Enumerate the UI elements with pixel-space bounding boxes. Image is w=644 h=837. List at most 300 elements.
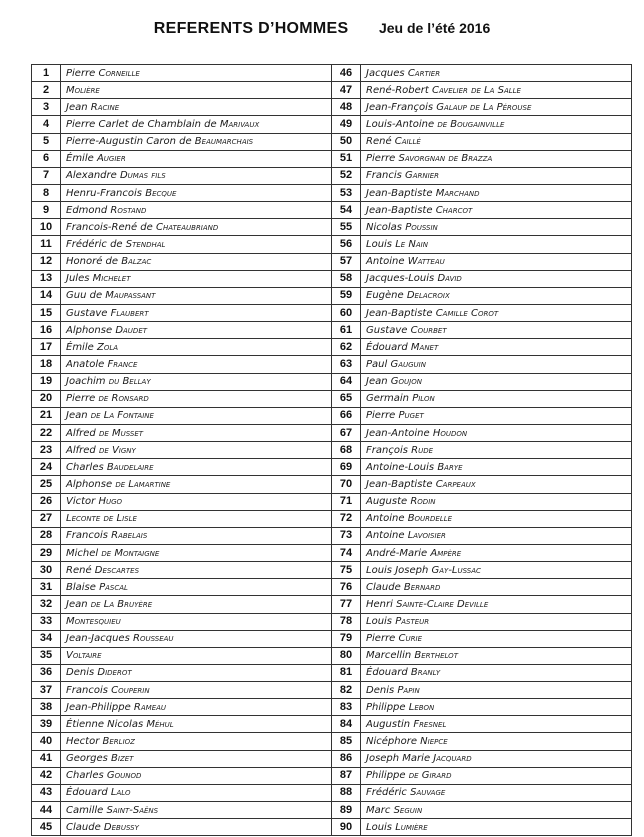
entry-number: 63 xyxy=(332,356,361,373)
first-name: Francois xyxy=(66,684,108,696)
last-name: David xyxy=(437,273,462,285)
first-name: Alfred xyxy=(66,444,96,456)
entry-number: 38 xyxy=(32,699,61,716)
entry-number: 56 xyxy=(332,236,361,253)
entry-number: 8 xyxy=(32,184,61,201)
entry-number: 34 xyxy=(32,630,61,647)
last-name: Manet xyxy=(410,341,439,353)
table-row xyxy=(32,407,632,424)
first-name: Claude xyxy=(366,581,401,593)
first-name: Georges xyxy=(66,753,108,765)
entry-name xyxy=(61,407,332,424)
last-name: Rameau xyxy=(133,701,167,713)
first-name: Édouard xyxy=(66,787,108,799)
last-name: Rousseau xyxy=(133,633,174,645)
entry-number: 23 xyxy=(32,442,61,459)
first-name: Émile xyxy=(66,341,94,353)
first-name: André-Marie xyxy=(366,547,428,559)
table-row xyxy=(32,733,632,750)
entry-number: 5 xyxy=(32,133,61,150)
entry-number: 70 xyxy=(332,476,361,493)
entry-name xyxy=(361,133,632,150)
first-name: Henri xyxy=(366,598,393,610)
entry-name xyxy=(361,544,632,561)
entry-name xyxy=(61,613,332,630)
entry-number: 76 xyxy=(332,579,361,596)
entry-name xyxy=(361,82,632,99)
first-name: Gustave xyxy=(366,324,408,336)
table-row xyxy=(32,476,632,493)
last-name: Couperin xyxy=(111,684,150,696)
first-name: Charles xyxy=(66,461,104,473)
entry-number: 22 xyxy=(32,424,61,441)
first-name: Joseph Marie xyxy=(366,753,431,765)
last-name: Watteau xyxy=(407,256,445,268)
last-name: Voltaire xyxy=(66,650,102,662)
entry-name xyxy=(361,579,632,596)
first-name: Édouard xyxy=(366,667,408,679)
table-row xyxy=(32,236,632,253)
entry-name xyxy=(61,373,332,390)
first-name: Antoine xyxy=(366,513,405,525)
first-name: Antoine xyxy=(366,530,405,542)
table-row xyxy=(32,784,632,801)
entry-name xyxy=(361,150,632,167)
entry-number: 30 xyxy=(32,562,61,579)
entry-number: 60 xyxy=(332,304,361,321)
entry-number: 90 xyxy=(332,819,361,836)
last-name: Chateaubriand xyxy=(156,221,219,233)
entry-name xyxy=(361,253,632,270)
first-name: Henru-Francois xyxy=(66,187,143,199)
entry-name xyxy=(61,784,332,801)
first-name: Denis xyxy=(66,667,95,679)
last-name: Lebon xyxy=(408,701,435,713)
last-name: Gauguin xyxy=(390,358,426,370)
entry-number: 79 xyxy=(332,630,361,647)
first-name: Camille xyxy=(66,804,104,816)
table-row xyxy=(32,544,632,561)
table-row xyxy=(32,459,632,476)
first-name: Émile xyxy=(66,153,94,165)
entry-number: 21 xyxy=(32,407,61,424)
entry-number: 33 xyxy=(32,613,61,630)
last-name: Zola xyxy=(96,341,119,353)
table-row xyxy=(32,356,632,373)
table-row xyxy=(32,579,632,596)
entry-number: 77 xyxy=(332,596,361,613)
last-name: Niepce xyxy=(420,736,448,748)
entry-number: 72 xyxy=(332,510,361,527)
table-row xyxy=(32,767,632,784)
last-name: Descartes xyxy=(94,564,140,576)
entry-number: 78 xyxy=(332,613,361,630)
entry-number: 55 xyxy=(332,219,361,236)
entry-number: 68 xyxy=(332,442,361,459)
entry-name xyxy=(61,630,332,647)
first-name: Guu de xyxy=(66,290,103,302)
entry-name xyxy=(361,424,632,441)
entry-number: 20 xyxy=(32,390,61,407)
entry-number: 32 xyxy=(32,596,61,613)
entry-name xyxy=(361,407,632,424)
first-name: Philippe xyxy=(366,701,406,713)
entry-name xyxy=(61,699,332,716)
table-row xyxy=(32,253,632,270)
table-row xyxy=(32,219,632,236)
entry-number: 59 xyxy=(332,287,361,304)
last-name: Diderot xyxy=(97,667,132,679)
table-row xyxy=(32,184,632,201)
first-name: Jean-Baptiste xyxy=(366,307,433,319)
entry-number: 12 xyxy=(32,253,61,270)
last-name: Galaup de La Pérouse xyxy=(436,101,532,113)
first-name: Charles xyxy=(66,770,104,782)
entry-name xyxy=(61,287,332,304)
entry-number: 66 xyxy=(332,407,361,424)
entry-name xyxy=(361,750,632,767)
entry-name xyxy=(361,613,632,630)
last-name: Bizet xyxy=(111,753,134,765)
table-row xyxy=(32,270,632,287)
last-name: Courbet xyxy=(410,324,447,336)
last-name: Garnier xyxy=(405,170,440,182)
first-name: Philippe xyxy=(366,770,406,782)
entry-number: 15 xyxy=(32,304,61,321)
last-name: de La Fontaine xyxy=(90,410,154,422)
entry-number: 65 xyxy=(332,390,361,407)
last-name: Saint-Saëns xyxy=(106,804,159,816)
entry-name xyxy=(61,510,332,527)
entry-name xyxy=(361,236,632,253)
first-name: Jean-Antoine xyxy=(366,427,430,439)
entry-number: 87 xyxy=(332,767,361,784)
first-name: Jean xyxy=(66,410,88,422)
entry-name xyxy=(61,767,332,784)
last-name: Sainte-Claire Deville xyxy=(396,598,489,610)
entry-name xyxy=(61,339,332,356)
first-name: Jean-Jacques xyxy=(66,633,130,645)
first-name: Augustin xyxy=(366,718,411,730)
first-name: Jules xyxy=(66,273,90,285)
entry-number: 85 xyxy=(332,733,361,750)
last-name: Berlioz xyxy=(102,736,135,748)
first-name: Francois xyxy=(66,530,108,542)
entry-number: 18 xyxy=(32,356,61,373)
entry-name xyxy=(61,493,332,510)
first-name: Pierre Carlet de Chamblain de xyxy=(66,118,217,130)
entry-number: 74 xyxy=(332,544,361,561)
table-row xyxy=(32,339,632,356)
entry-number: 37 xyxy=(32,682,61,699)
first-name: Louis xyxy=(366,238,393,250)
last-name: Debussy xyxy=(103,821,139,833)
entry-name xyxy=(361,184,632,201)
entry-number: 49 xyxy=(332,116,361,133)
entry-name xyxy=(361,510,632,527)
entry-name xyxy=(61,322,332,339)
entry-name xyxy=(61,527,332,544)
entry-name xyxy=(361,716,632,733)
last-name: Hugo xyxy=(98,496,123,508)
entry-number: 28 xyxy=(32,527,61,544)
first-name: Blaise xyxy=(66,581,96,593)
first-name: Frédéric de xyxy=(66,238,123,250)
first-name: Nicolas xyxy=(366,221,402,233)
entry-number: 81 xyxy=(332,664,361,681)
entry-number: 50 xyxy=(332,133,361,150)
entry-name xyxy=(361,65,632,82)
entry-number: 25 xyxy=(32,476,61,493)
table-row xyxy=(32,613,632,630)
table-row xyxy=(32,304,632,321)
last-name: Berthelot xyxy=(414,650,458,662)
first-name: Jacques-Louis xyxy=(366,273,435,285)
table-row xyxy=(32,116,632,133)
entry-name xyxy=(61,116,332,133)
entry-name xyxy=(361,630,632,647)
table-row xyxy=(32,202,632,219)
last-name: Houdon xyxy=(432,427,468,439)
first-name: Paul xyxy=(366,358,388,370)
entry-name xyxy=(361,784,632,801)
last-name: Augier xyxy=(96,153,126,165)
last-name: Marivaux xyxy=(219,118,260,130)
first-name: François xyxy=(366,444,408,456)
first-name: Francois-René de xyxy=(66,221,153,233)
entry-name xyxy=(61,356,332,373)
first-name: Alfred xyxy=(66,427,96,439)
entry-number: 53 xyxy=(332,184,361,201)
first-name: Pierre xyxy=(366,633,396,645)
entry-number: 67 xyxy=(332,424,361,441)
entry-number: 84 xyxy=(332,716,361,733)
last-name: Stendhal xyxy=(125,238,166,250)
entry-name xyxy=(361,167,632,184)
entry-name xyxy=(61,596,332,613)
last-name: Cartier xyxy=(407,67,441,79)
entry-number: 26 xyxy=(32,493,61,510)
entry-number: 73 xyxy=(332,527,361,544)
entry-number: 40 xyxy=(32,733,61,750)
entry-name xyxy=(361,647,632,664)
first-name: Nicéphore xyxy=(366,736,417,748)
last-name: Gay-Lussac xyxy=(431,564,481,576)
table-row xyxy=(32,322,632,339)
last-name: Pilon xyxy=(412,393,435,405)
table-row xyxy=(32,682,632,699)
first-name: Claude xyxy=(66,821,101,833)
last-name: Rodin xyxy=(410,496,436,508)
last-name: Bernard xyxy=(403,581,441,593)
entry-name xyxy=(361,99,632,116)
entry-number: 3 xyxy=(32,99,61,116)
last-name: Leconte de Lisle xyxy=(66,513,137,525)
first-name: Louis xyxy=(366,821,393,833)
entry-name xyxy=(61,99,332,116)
entry-number: 69 xyxy=(332,459,361,476)
first-name: Francis xyxy=(366,170,402,182)
table-row xyxy=(32,596,632,613)
last-name: de Vigny xyxy=(98,444,136,456)
entry-number: 11 xyxy=(32,236,61,253)
table-row xyxy=(32,802,632,819)
first-name: Jean-François xyxy=(366,101,434,113)
last-name: Branly xyxy=(410,667,441,679)
entry-number: 4 xyxy=(32,116,61,133)
table-row xyxy=(32,390,632,407)
first-name: Jean xyxy=(66,101,88,113)
last-name: Ampère xyxy=(430,547,462,559)
last-name: Delacroix xyxy=(406,290,450,302)
entry-name xyxy=(61,133,332,150)
entry-number: 57 xyxy=(332,253,361,270)
last-name: Bourdelle xyxy=(407,513,453,525)
entry-number: 19 xyxy=(32,373,61,390)
table-row xyxy=(32,647,632,664)
entry-number: 45 xyxy=(32,819,61,836)
first-name: René xyxy=(366,136,392,148)
entry-name xyxy=(61,544,332,561)
entry-name xyxy=(361,596,632,613)
entry-name xyxy=(61,476,332,493)
first-name: Jacques xyxy=(366,67,405,79)
entry-name xyxy=(361,476,632,493)
entry-name xyxy=(361,322,632,339)
table-row xyxy=(32,819,632,836)
first-name: Victor xyxy=(66,496,96,508)
entry-number: 58 xyxy=(332,270,361,287)
last-name: Lalo xyxy=(110,787,131,799)
first-name: Pierre xyxy=(66,393,96,405)
last-name: France xyxy=(107,358,138,370)
first-name: Louis xyxy=(366,616,393,628)
first-name: Alphonse xyxy=(66,478,113,490)
last-name: Rude xyxy=(411,444,434,456)
entry-number: 82 xyxy=(332,682,361,699)
first-name: Hector xyxy=(66,736,100,748)
entry-number: 10 xyxy=(32,219,61,236)
first-name: Auguste xyxy=(366,496,408,508)
entry-name xyxy=(361,682,632,699)
first-name: Jean xyxy=(66,598,88,610)
entry-name xyxy=(61,424,332,441)
last-name: Camille Corot xyxy=(435,307,499,319)
last-name: Daudet xyxy=(115,324,148,336)
entry-name xyxy=(361,270,632,287)
table-row xyxy=(32,99,632,116)
entry-number: 2 xyxy=(32,82,61,99)
table-row xyxy=(32,150,632,167)
last-name: Michelet xyxy=(92,273,131,285)
first-name: Marcellin xyxy=(366,650,412,662)
first-name: Édouard xyxy=(366,341,408,353)
last-name: de La Bruyère xyxy=(90,598,153,610)
last-name: Carpeaux xyxy=(435,478,476,490)
entry-name xyxy=(61,819,332,836)
entry-name xyxy=(61,750,332,767)
page-subtitle: Jeu de l’été 2016 xyxy=(378,20,491,36)
entry-number: 46 xyxy=(332,65,361,82)
table-row xyxy=(32,750,632,767)
entry-name xyxy=(361,459,632,476)
first-name: Michel xyxy=(66,547,99,559)
last-name: Méhul xyxy=(146,718,174,730)
entry-name xyxy=(61,150,332,167)
first-name: Pierre xyxy=(66,67,96,79)
entry-number: 36 xyxy=(32,664,61,681)
entry-name xyxy=(61,647,332,664)
entry-number: 31 xyxy=(32,579,61,596)
table-row xyxy=(32,493,632,510)
entry-name xyxy=(61,802,332,819)
table-row xyxy=(32,133,632,150)
last-name: Balzac xyxy=(121,256,152,268)
table-row xyxy=(32,373,632,390)
entry-number: 39 xyxy=(32,716,61,733)
last-name: de Girard xyxy=(408,770,452,782)
first-name: Edmond xyxy=(66,204,108,216)
last-name: Charcot xyxy=(435,204,473,216)
first-name: Antoine-Louis xyxy=(366,461,435,473)
table-row xyxy=(32,424,632,441)
entry-name xyxy=(61,579,332,596)
entry-name xyxy=(361,527,632,544)
first-name: Gustave xyxy=(66,307,108,319)
first-name: Honoré de xyxy=(66,256,119,268)
last-name: Pasteur xyxy=(395,616,430,628)
last-name: Lumière xyxy=(395,821,428,833)
last-name: Caillé xyxy=(394,136,421,148)
entry-number: 35 xyxy=(32,647,61,664)
last-name: Becque xyxy=(145,187,177,199)
last-name: Poussin xyxy=(405,221,438,233)
entry-name xyxy=(361,733,632,750)
entry-name xyxy=(61,682,332,699)
first-name: Jean-Philippe xyxy=(66,701,131,713)
entry-name xyxy=(61,562,332,579)
last-name: Montesquieu xyxy=(66,616,121,628)
entry-name xyxy=(361,664,632,681)
first-name: Jean xyxy=(366,376,388,388)
table-row xyxy=(32,167,632,184)
table-row xyxy=(32,82,632,99)
entry-name xyxy=(61,82,332,99)
entry-name xyxy=(61,733,332,750)
entry-name xyxy=(361,339,632,356)
entry-number: 88 xyxy=(332,784,361,801)
last-name: Flaubert xyxy=(110,307,149,319)
last-name: Beaumarchais xyxy=(194,136,254,148)
entry-number: 61 xyxy=(332,322,361,339)
entry-name xyxy=(361,287,632,304)
entry-number: 62 xyxy=(332,339,361,356)
last-name: de Bougainville xyxy=(437,118,505,130)
entry-number: 47 xyxy=(332,82,361,99)
last-name: Puget xyxy=(398,410,424,422)
entry-name xyxy=(361,802,632,819)
first-name: Alphonse xyxy=(66,324,113,336)
entry-number: 48 xyxy=(332,99,361,116)
page-title: REFERENTS D’HOMMES xyxy=(153,20,349,37)
entry-name xyxy=(361,390,632,407)
first-name: Eugène xyxy=(366,290,404,302)
entry-number: 7 xyxy=(32,167,61,184)
entry-name xyxy=(361,699,632,716)
last-name: Dumas fils xyxy=(119,170,166,182)
entry-number: 44 xyxy=(32,802,61,819)
entry-number: 9 xyxy=(32,202,61,219)
